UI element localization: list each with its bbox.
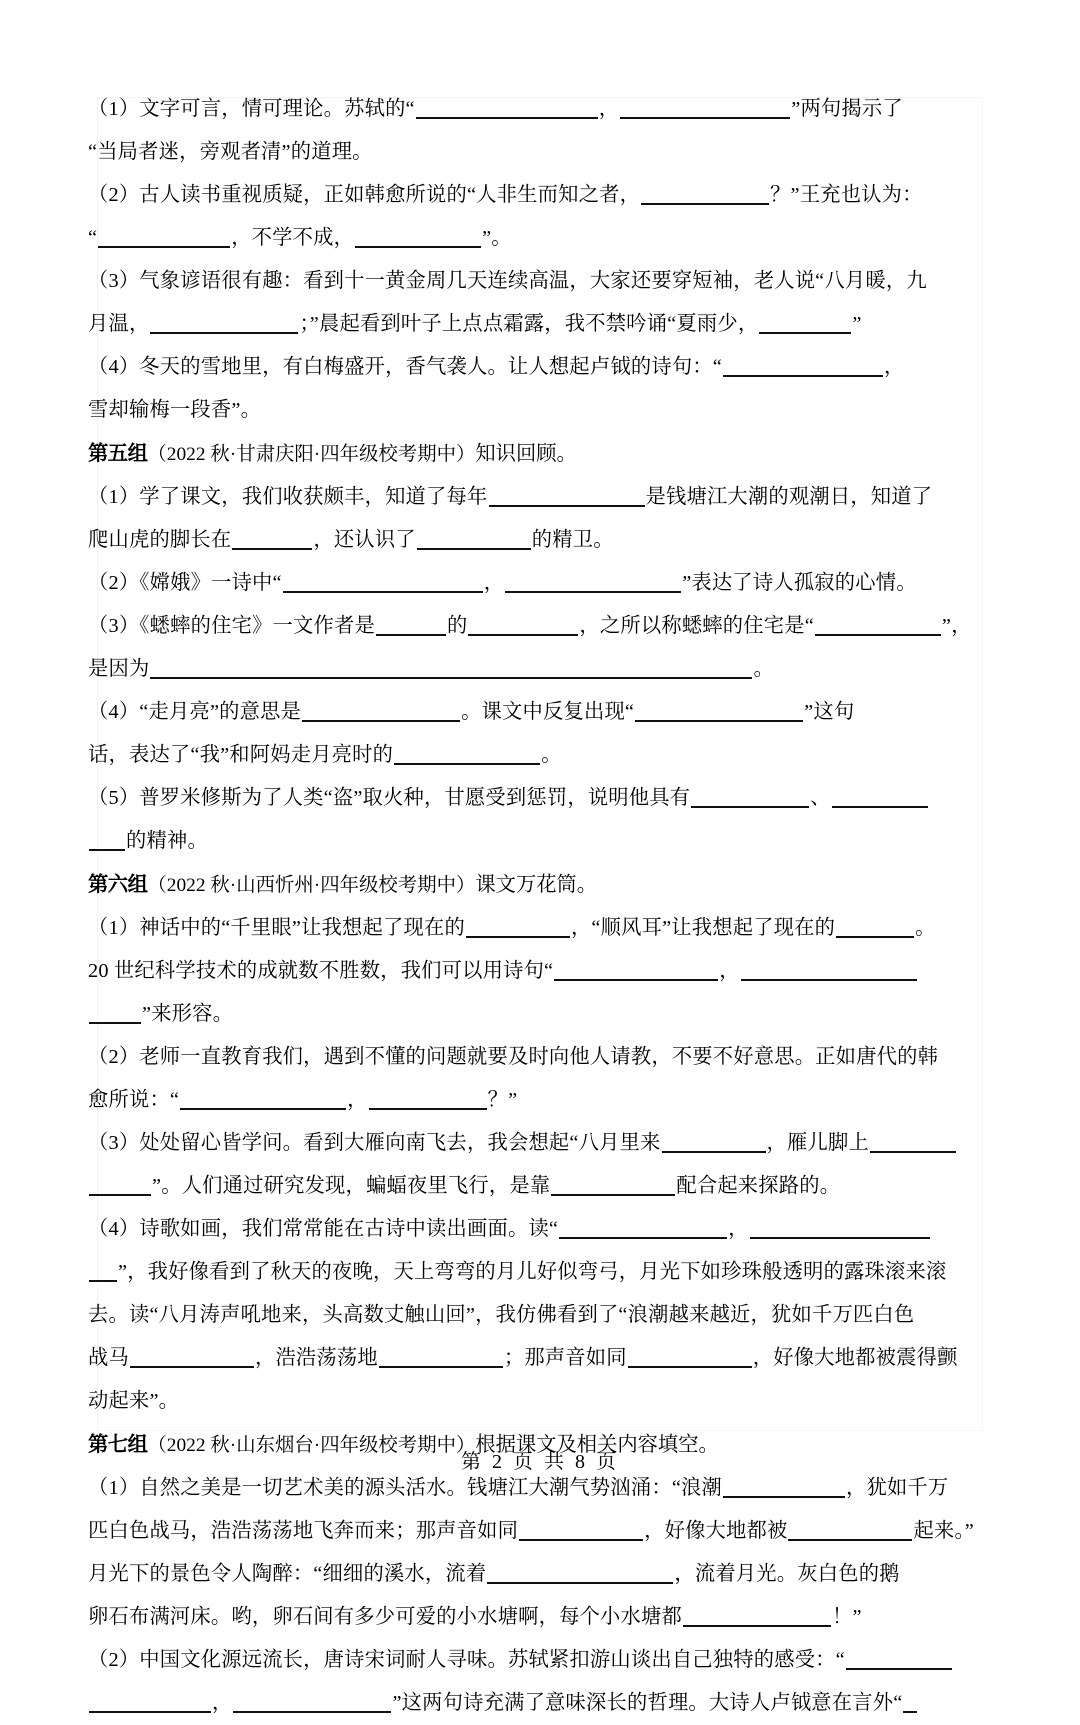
run-text: 去。读“八月涛声吼地来，头高数丈触山回”，我仿佛看到了“浪潮越来越近，犹如千万匹白色 bbox=[88, 1304, 915, 1326]
run-text: （1）自然之美是一切艺术美的源头活水。钱塘江大潮气势汹涌：“浪潮 bbox=[88, 1477, 722, 1499]
page-footer-label: 第 2 页 共 8 页 bbox=[461, 1451, 619, 1473]
fill-in-blank[interactable] bbox=[283, 572, 483, 593]
fill-in-blank[interactable] bbox=[815, 615, 941, 636]
run-text: ” bbox=[852, 313, 862, 335]
run-text: 匹白色战马，浩浩荡荡地飞奔而来；那声音如同 bbox=[88, 1520, 519, 1542]
group-instruction: 知识回顾。 bbox=[475, 443, 577, 465]
run-text: （1）学了课文，我们收获颇丰，知道了每年 bbox=[88, 486, 488, 508]
text-line bbox=[88, 820, 996, 863]
fill-in-blank[interactable] bbox=[723, 356, 883, 377]
fill-in-blank[interactable] bbox=[89, 830, 125, 851]
fill-in-blank[interactable] bbox=[417, 529, 531, 550]
run-text: ？”王充也认为： bbox=[770, 184, 923, 206]
question-g5q3 bbox=[88, 605, 996, 691]
run-text: 。 bbox=[915, 917, 936, 939]
fill-in-blank[interactable] bbox=[130, 1347, 254, 1368]
run-text: ，好像大地都被震得颤 bbox=[752, 1347, 958, 1369]
fill-in-blank[interactable] bbox=[635, 701, 803, 722]
text-line bbox=[88, 648, 996, 691]
question-g5q5 bbox=[88, 777, 996, 863]
text-line bbox=[88, 519, 996, 562]
run-text: ，不学不成， bbox=[231, 227, 355, 249]
fill-in-blank[interactable] bbox=[628, 1347, 752, 1368]
text-line bbox=[88, 1079, 996, 1122]
text-line bbox=[88, 562, 996, 605]
fill-in-blank[interactable] bbox=[232, 529, 312, 550]
fill-in-blank[interactable] bbox=[551, 1175, 675, 1196]
question-q4 bbox=[88, 346, 996, 432]
question-q3 bbox=[88, 260, 996, 346]
run-text: （3）《蟋蟀的住宅》一文作者是 bbox=[88, 615, 375, 637]
run-text: 20 世纪科学技术的成就数不胜数，我们可以用诗句“ bbox=[88, 960, 554, 982]
question-g7q1 bbox=[88, 1467, 996, 1639]
fill-in-blank[interactable] bbox=[98, 227, 230, 248]
fill-in-blank[interactable] bbox=[416, 98, 598, 119]
run-text: ；那声音如同 bbox=[503, 1347, 627, 1369]
run-text: ， bbox=[598, 98, 620, 120]
fill-in-blank[interactable] bbox=[691, 787, 809, 808]
run-text: ”这两句诗充满了意味深长的哲理。大诗人卢钺意在言外“ bbox=[392, 1692, 903, 1714]
text-line bbox=[88, 777, 996, 820]
fill-in-blank[interactable] bbox=[788, 1520, 912, 1541]
fill-in-blank[interactable] bbox=[150, 658, 752, 679]
question-g6q3 bbox=[88, 1122, 996, 1208]
question-g6q2 bbox=[88, 1036, 996, 1122]
run-text: （2）《嫦娥》一诗中“ bbox=[88, 572, 282, 594]
run-text: ”两句揭示了 bbox=[791, 98, 903, 120]
text-line bbox=[88, 476, 996, 519]
fill-in-blank[interactable] bbox=[355, 227, 481, 248]
fill-in-blank[interactable] bbox=[89, 1175, 151, 1196]
fill-in-blank[interactable] bbox=[379, 1347, 503, 1368]
fill-in-blank[interactable] bbox=[505, 572, 681, 593]
fill-in-blank[interactable] bbox=[466, 917, 570, 938]
run-text: ，“顺风耳”让我想起了现在的 bbox=[570, 917, 836, 939]
fill-in-blank[interactable] bbox=[559, 1218, 727, 1239]
text-line bbox=[88, 1251, 996, 1294]
run-text: ”这句 bbox=[804, 701, 855, 723]
group-title: 第五组 bbox=[88, 441, 148, 465]
fill-in-blank[interactable] bbox=[554, 960, 718, 981]
run-text: （3）处处留心皆学问。看到大雁向南飞去，我会想起“八月里来 bbox=[88, 1132, 661, 1154]
fill-in-blank[interactable] bbox=[150, 313, 298, 334]
run-text: （1）神话中的“千里眼”让我想起了现在的 bbox=[88, 917, 465, 939]
run-text: （2）老师一直教育我们，遇到不懂的问题就要及时向他人请教，不要不好意思。正如唐代的韩 bbox=[88, 1046, 939, 1068]
group-heading-group5 bbox=[88, 432, 996, 476]
run-text: ”，我好像看到了秋天的夜晚，天上弯弯的月儿好似弯弓，月光下如珍珠般透明的露珠滚来滚 bbox=[118, 1261, 947, 1283]
run-text: ？” bbox=[487, 1089, 518, 1111]
group-title: 第七组 bbox=[88, 1432, 148, 1456]
run-text: “当局者迷，旁观者清”的道理。 bbox=[88, 141, 373, 163]
question-g5q4 bbox=[88, 691, 996, 777]
text-line bbox=[88, 131, 996, 174]
run-text: ”表达了诗人孤寂的心情。 bbox=[682, 572, 917, 594]
run-text: 起来。” bbox=[913, 1520, 974, 1542]
run-text: 战马 bbox=[88, 1347, 129, 1369]
text-line bbox=[88, 993, 996, 1036]
fill-in-blank[interactable] bbox=[487, 1563, 673, 1584]
fill-in-blank[interactable] bbox=[832, 787, 928, 808]
text-line bbox=[88, 1553, 996, 1596]
run-text: 是因为 bbox=[88, 658, 150, 680]
run-text: ”。 bbox=[482, 227, 512, 249]
question-g6q1 bbox=[88, 907, 996, 1036]
run-text: ，之所以称蟋蟀的住宅是“ bbox=[579, 615, 814, 637]
text-line bbox=[88, 950, 996, 993]
run-text: （4）冬天的雪地里，有白梅盛开，香气袭人。让人想起卢钺的诗句：“ bbox=[88, 356, 722, 378]
text-line bbox=[88, 1208, 996, 1251]
fill-in-blank[interactable] bbox=[620, 98, 790, 119]
run-text: ，浩浩荡荡地 bbox=[254, 1347, 378, 1369]
fill-in-blank[interactable] bbox=[903, 1692, 917, 1713]
run-text: ，犹如千万 bbox=[845, 1477, 949, 1499]
fill-in-blank[interactable] bbox=[89, 1692, 211, 1713]
fill-in-blank[interactable] bbox=[468, 615, 578, 636]
run-text: ，雁儿脚上 bbox=[766, 1132, 869, 1154]
question-g7q2 bbox=[88, 1639, 996, 1725]
run-text: 的精卫。 bbox=[531, 529, 614, 551]
question-q2 bbox=[88, 174, 996, 260]
question-g5q2 bbox=[88, 562, 996, 605]
run-text: ，流着月光。灰白色的鹅 bbox=[674, 1563, 900, 1585]
question-g5q1 bbox=[88, 476, 996, 562]
run-text: ”， bbox=[941, 615, 972, 637]
group-source-meta: （2022 秋·山西忻州·四年级校考期中） bbox=[147, 875, 476, 896]
text-line bbox=[88, 1596, 996, 1639]
text-line bbox=[88, 1294, 996, 1337]
run-text: （5）普罗米修斯为了人类“盗”取火种，甘愿受到惩罚，说明他具有 bbox=[88, 787, 691, 809]
run-text: ”。人们通过研究发现，蝙蝠夜里飞行，是靠 bbox=[152, 1175, 551, 1197]
text-line bbox=[88, 691, 996, 734]
run-text: 的 bbox=[446, 615, 468, 637]
run-text: 动起来”。 bbox=[88, 1390, 180, 1412]
text-line bbox=[88, 1165, 996, 1208]
text-line bbox=[88, 217, 996, 260]
text-line bbox=[88, 1639, 996, 1682]
fill-in-blank[interactable] bbox=[846, 1649, 952, 1670]
run-text: ，还认识了 bbox=[313, 529, 416, 551]
fill-in-blank[interactable] bbox=[369, 1089, 487, 1110]
group-title: 第六组 bbox=[88, 872, 148, 896]
text-line bbox=[88, 88, 996, 131]
run-text: ，好像大地都被 bbox=[644, 1520, 788, 1542]
text-line bbox=[88, 260, 996, 303]
run-text: （3）气象谚语很有趣：看到十一黄金周几天连续高温，大家还要穿短袖，老人说“八月暖，九 bbox=[88, 270, 927, 292]
run-text: （1）文字可言，情可理论。苏轼的“ bbox=[88, 98, 415, 120]
question-g6q4 bbox=[88, 1208, 996, 1423]
text-line bbox=[88, 605, 996, 648]
run-text: ， bbox=[728, 1218, 749, 1240]
fill-in-blank[interactable] bbox=[376, 615, 446, 636]
page-footer bbox=[0, 1445, 1080, 1474]
text-line bbox=[88, 907, 996, 950]
run-text: 、 bbox=[810, 787, 831, 809]
run-text: ， bbox=[883, 356, 905, 378]
fill-in-blank[interactable] bbox=[519, 1520, 643, 1541]
run-text: 愈所说：“ bbox=[88, 1089, 180, 1111]
group-heading-group6 bbox=[88, 863, 996, 907]
text-line bbox=[88, 1510, 996, 1553]
text-line bbox=[88, 1337, 996, 1380]
fill-in-blank[interactable] bbox=[683, 1606, 831, 1627]
group-instruction: 根据课文及相关内容填空。 bbox=[475, 1434, 719, 1456]
group-source-meta: （2022 秋·山东烟台·四年级校考期中） bbox=[147, 1435, 476, 1456]
text-line bbox=[88, 174, 996, 217]
run-text: 月温， bbox=[88, 313, 150, 335]
run-text: （2）中国文化源远流长，唐诗宋词耐人寻味。苏轼紧扣游山谈出自己独特的感受：“ bbox=[88, 1649, 845, 1671]
text-line bbox=[88, 734, 996, 777]
fill-in-blank[interactable] bbox=[89, 1003, 141, 1024]
fill-in-blank[interactable] bbox=[489, 486, 645, 507]
run-text: 是钱塘江大潮的观潮日，知道了 bbox=[645, 486, 933, 508]
group-instruction: 课文万花筒。 bbox=[475, 874, 598, 896]
run-text: 。 bbox=[541, 744, 562, 766]
text-line bbox=[88, 346, 996, 389]
exam-paper-body bbox=[88, 88, 996, 1725]
group-source-meta: （2022 秋·甘肃庆阳·四年级校考期中） bbox=[147, 444, 476, 465]
fill-in-blank[interactable] bbox=[180, 1089, 346, 1110]
fill-in-blank[interactable] bbox=[836, 917, 914, 938]
fill-in-blank[interactable] bbox=[759, 313, 851, 334]
run-text: 月光下的景色令人陶醉：“细细的溪水，流着 bbox=[88, 1563, 487, 1585]
run-text: ！” bbox=[831, 1606, 862, 1628]
fill-in-blank[interactable] bbox=[741, 960, 917, 981]
run-text: （4）“走月亮”的意思是 bbox=[88, 701, 302, 723]
fill-in-blank[interactable] bbox=[233, 1692, 391, 1713]
text-line bbox=[88, 1380, 996, 1423]
run-text: ”来形容。 bbox=[142, 1003, 234, 1025]
text-line bbox=[88, 389, 996, 432]
run-text: 的精神。 bbox=[126, 830, 208, 852]
fill-in-blank[interactable] bbox=[394, 744, 540, 765]
fill-in-blank[interactable] bbox=[662, 1132, 766, 1153]
run-text: ， bbox=[347, 1089, 368, 1111]
run-text: （4）诗歌如画，我们常常能在古诗中读出画面。读“ bbox=[88, 1218, 559, 1240]
fill-in-blank[interactable] bbox=[750, 1218, 930, 1239]
run-text: 配合起来探路的。 bbox=[676, 1175, 841, 1197]
run-text: ， bbox=[212, 1692, 233, 1714]
text-line bbox=[88, 1036, 996, 1079]
run-text: 话，表达了“我”和阿妈走月亮时的 bbox=[88, 744, 394, 766]
run-text: ， bbox=[719, 960, 740, 982]
fill-in-blank[interactable] bbox=[89, 1261, 117, 1282]
fill-in-blank[interactable] bbox=[302, 701, 460, 722]
question-q1 bbox=[88, 88, 996, 174]
fill-in-blank[interactable] bbox=[641, 184, 769, 205]
run-text: “ bbox=[88, 227, 98, 249]
run-text: （2）古人读书重视质疑，正如韩愈所说的“人非生而知之者， bbox=[88, 184, 641, 206]
run-text: 。课文中反复出现“ bbox=[461, 701, 635, 723]
fill-in-blank[interactable] bbox=[723, 1477, 845, 1498]
run-text: 卵石布满河床。哟，卵石间有多少可爱的小水塘啊，每个小水塘都 bbox=[88, 1606, 682, 1628]
run-text: 。 bbox=[753, 658, 774, 680]
text-line bbox=[88, 303, 996, 346]
run-text: ；”晨起看到叶子上点点霜露，我不禁吟诵“夏雨少， bbox=[299, 313, 759, 335]
run-text: 爬山虎的脚长在 bbox=[88, 529, 232, 551]
run-text: 雪却输梅一段香”。 bbox=[88, 399, 262, 421]
text-line bbox=[88, 1122, 996, 1165]
fill-in-blank[interactable] bbox=[870, 1132, 956, 1153]
text-line bbox=[88, 1682, 996, 1725]
run-text: ， bbox=[483, 572, 505, 594]
